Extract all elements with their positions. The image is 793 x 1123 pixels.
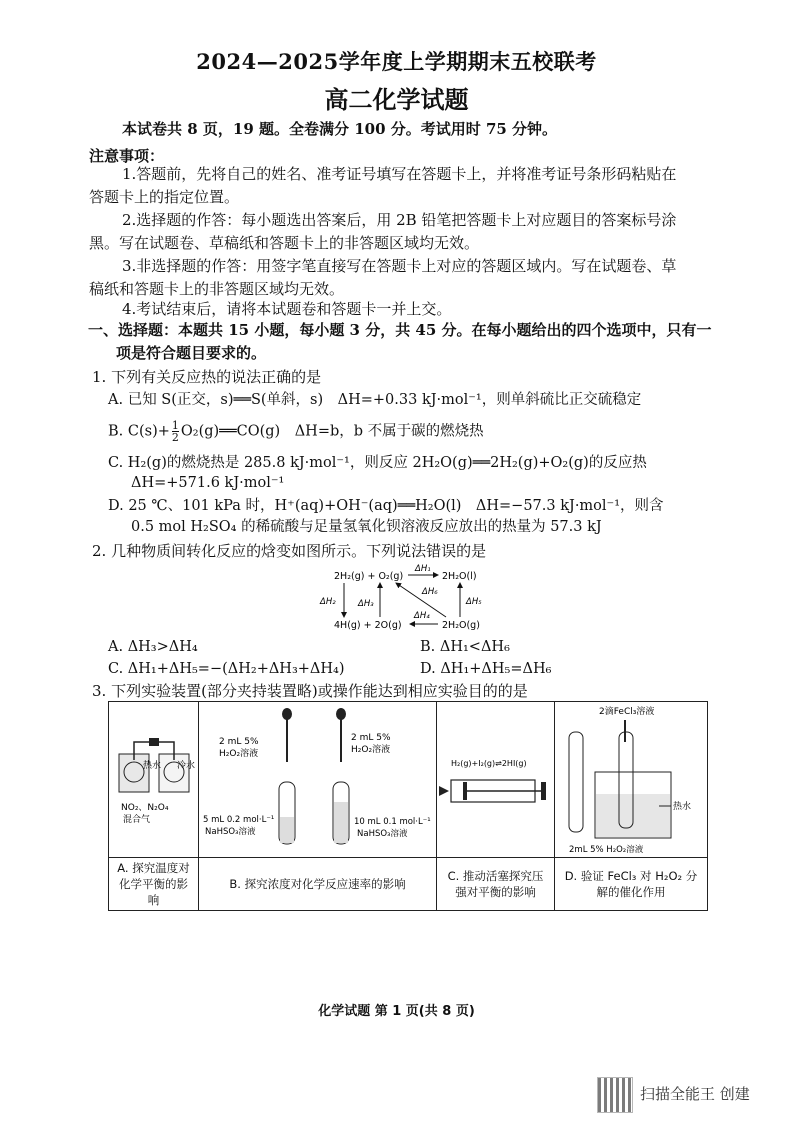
label-b-left-top: 2 mL 5% — [219, 737, 259, 747]
q2-option-d: D. ΔH₁+ΔH₅=ΔH₆ — [420, 661, 552, 677]
q2-option-c: C. ΔH₁+ΔH₅=−(ΔH₂+ΔH₃+ΔH₄) — [108, 661, 345, 677]
label-d-top: 2滴FeCl₃溶液 — [599, 707, 655, 717]
caption-c: C. 推动活塞探究压强对平衡的影响 — [437, 857, 555, 910]
label-b-right-top-2: H₂O₂溶液 — [351, 745, 391, 755]
label-dh5: ΔH₅ — [466, 597, 482, 607]
q2-option-b: B. ΔH₁<ΔH₆ — [420, 639, 510, 655]
q2-option-a: A. ΔH₃>ΔH₄ — [108, 639, 198, 655]
notice-line-7: 4.考试结束后，请将本试题卷和答题卡一并上交。 — [122, 300, 452, 318]
apparatus-c — [437, 702, 555, 857]
exam-title: 2024—2025学年度上学期期末五校联考 — [196, 49, 597, 74]
label-dh3: ΔH₃ — [358, 599, 374, 609]
apparatus-b-drawing — [199, 702, 435, 857]
apparatus-c-drawing — [437, 702, 553, 857]
enthalpy-cycle-diagram — [300, 560, 520, 635]
label-b-left-top-2: H₂O₂溶液 — [219, 749, 259, 759]
page-footer: 化学试题 第 1 页(共 8 页) — [318, 1004, 475, 1019]
q1-option-d-line2: 0.5 mol H₂SO₄ 的稀硫酸与足量氢氧化钡溶液反应放出的热量为 57.3 kJ — [131, 519, 602, 535]
label-gas-2: 混合气 — [123, 815, 151, 825]
apparatus-a-drawing — [109, 702, 197, 857]
label-b-right-top: 2 mL 5% — [351, 733, 391, 743]
notice-heading: 注意事项： — [89, 147, 165, 165]
label-b-left-bottom-2: NaHSO₃溶液 — [205, 827, 256, 837]
label-b-right-bottom: 10 mL 0.1 mol·L⁻¹ — [354, 817, 431, 827]
apparatus-b — [199, 702, 437, 857]
notice-line-3: 2.选择题的作答：每小题选出答案后，用 2B 铅笔把答题卡上对应题目的答案标号涂 — [122, 211, 677, 229]
label-dh1: ΔH₁ — [415, 564, 431, 574]
fraction: $\frac{1}{2}$ — [171, 419, 179, 444]
label-d-hot-water: 热水 — [673, 802, 692, 812]
label-hot-water: 热水 — [143, 761, 162, 771]
label-b-left-bottom: 5 mL 0.2 mol·L⁻¹ — [203, 815, 275, 825]
label-dh6: ΔH₆ — [422, 587, 438, 597]
notice-line-6: 稿纸和答题卡上的非答题区域均无效。 — [89, 280, 345, 298]
label-b-right-bottom-2: NaHSO₃溶液 — [357, 829, 408, 839]
experiment-table — [108, 701, 708, 911]
species-bottom-right: 2H₂O(g) — [442, 620, 480, 631]
q1-option-c-line2: ΔH=+571.6 kJ·mol⁻¹ — [131, 475, 285, 491]
apparatus-a — [109, 702, 199, 857]
label-gas: NO₂、N₂O₄ — [121, 803, 169, 813]
caption-a: A. 探究温度对化学平衡的影响 — [109, 857, 199, 910]
q1-option-c-line1: C. H₂(g)的燃烧热是 285.8 kJ·mol⁻¹，则反应 2H₂O(g)══2H₂(g)+O₂(g)的反应热 — [108, 455, 647, 471]
notice-line-5: 3.非选择题的作答：用签字笔直接写在答题卡上对应的答题区域内。写在试题卷、草 — [122, 257, 677, 275]
q3-stem: 3. 下列实验装置(部分夹持装置略)或操作能达到相应实验目的的是 — [92, 682, 528, 700]
label-d-bottom: 2mL 5% H₂O₂溶液 — [569, 845, 644, 855]
apparatus-d-drawing — [555, 702, 705, 857]
notice-line-2: 答题卡上的指定位置。 — [89, 188, 240, 206]
label-cold-water: 冷水 — [177, 761, 196, 771]
section-heading-line2: 项是符合题目要求的。 — [116, 344, 267, 362]
species-top-right: 2H₂O(l) — [442, 571, 477, 582]
section-heading — [88, 319, 728, 365]
qr-code-icon — [597, 1077, 633, 1113]
q1-option-b: B. C(s)+ $\frac{1}{2}$ O₂(g)══CO(g) ΔH=b，b 不属于碳的燃烧热 — [108, 419, 484, 444]
caption-d: D. 验证 FeCl₃ 对 H₂O₂ 分解的催化作用 — [555, 857, 707, 910]
notice-line-4: 黑。写在试题卷、草稿纸和答题卡上的非答题区域均无效。 — [89, 234, 480, 252]
notice-line-1: 1.答题前，先将自己的姓名、准考证号填写在答题卡上，并将准考证号条形码粘贴在 — [122, 165, 677, 183]
q2-stem: 2. 几种物质间转化反应的焓变如图所示。下列说法错误的是 — [92, 542, 487, 560]
q1-stem: 1. 下列有关反应热的说法正确的是 — [92, 368, 322, 386]
q1-option-a: A. 已知 S(正交，s)══S(单斜，s) ΔH=+0.33 kJ·mol⁻¹，则单斜硫比正交硫稳定 — [108, 392, 642, 408]
label-dh4: ΔH₄ — [414, 611, 430, 621]
exam-subtitle: 高二化学试题 — [324, 85, 469, 114]
species-top-left: 2H₂(g) + O₂(g) — [334, 571, 404, 582]
label-c-equation: H₂(g)+I₂(g)⇌2HI(g) — [451, 759, 527, 768]
apparatus-d — [555, 702, 707, 857]
caption-b: B. 探究浓度对化学反应速率的影响 — [199, 857, 437, 910]
scanner-watermark: 扫描全能王 创建 — [640, 1085, 750, 1103]
section-heading-line1: 一、选择题：本题共 15 小题，每小题 3 分，共 45 分。在每小题给出的四个选项中，只有一 — [88, 321, 712, 339]
species-bottom-left: 4H(g) + 2O(g) — [334, 620, 402, 631]
exam-info: 本试卷共 8 页，19 题。全卷满分 100 分。考试用时 75 分钟。 — [122, 120, 558, 138]
label-dh2: ΔH₂ — [320, 597, 336, 607]
q1-option-d-line1: D. 25 ℃、101 kPa 时，H⁺(aq)+OH⁻(aq)══H₂O(l) ΔH=−57.3 kJ·mol⁻¹，则含 — [108, 498, 664, 514]
